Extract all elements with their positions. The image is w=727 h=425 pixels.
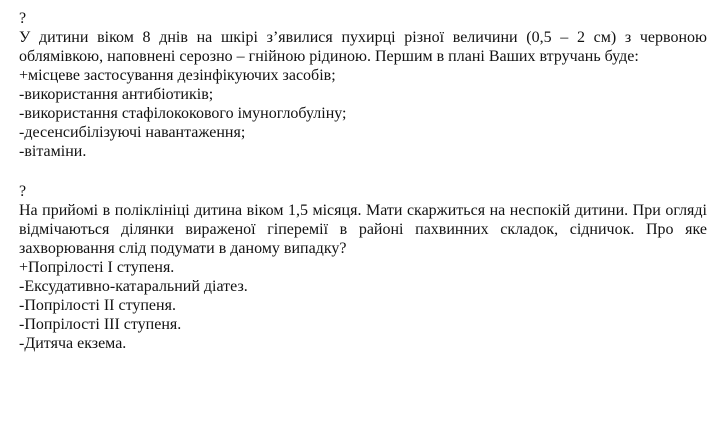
answer-option: -Попрілості ІІІ ступеня. [19,316,182,333]
answer-option: -використання стафілококового імуноглобуліну; [19,105,347,122]
document-page [19,9,707,353]
answer-options [19,258,707,353]
question-block-1 [19,9,707,161]
answer-options [19,66,707,161]
answer-option: +Попрілості І ступеня. [19,259,175,276]
answer-option: -десенсибілізуючі навантаження; [19,124,246,141]
question-block-2 [19,182,707,353]
question-stem: У дитини віком 8 днів на шкірі з’явилися пухирці різної величини (0,5 – 2 см) з червоною облямівкою, наповнені серозно – гнійною рідиною. Першим в плані Ваших втручань буде: [19,29,707,65]
answer-option: -Ексудативно-катаральний діатез. [19,278,248,295]
answer-option: -вітаміни. [19,143,87,160]
question-marker: ? [19,10,27,27]
question-stem: На прийомі в поліклініці дитина віком 1,5 місяця. Мати скаржиться на неспокій дитини. При огляді відмічаються ділянки вираженої гіперемії в районі пахвинних складок, сідничок. Про яке захворювання слід подумати в даному випадку? [19,202,707,257]
question-marker: ? [19,183,27,200]
paragraph-spacer [19,161,707,182]
answer-option: -використання антибіотиків; [19,86,214,103]
answer-option: +місцеве застосування дезінфікуючих засобів; [19,67,336,84]
answer-option: -Дитяча екзема. [19,335,127,352]
answer-option: -Попрілості ІІ ступеня. [19,297,176,314]
